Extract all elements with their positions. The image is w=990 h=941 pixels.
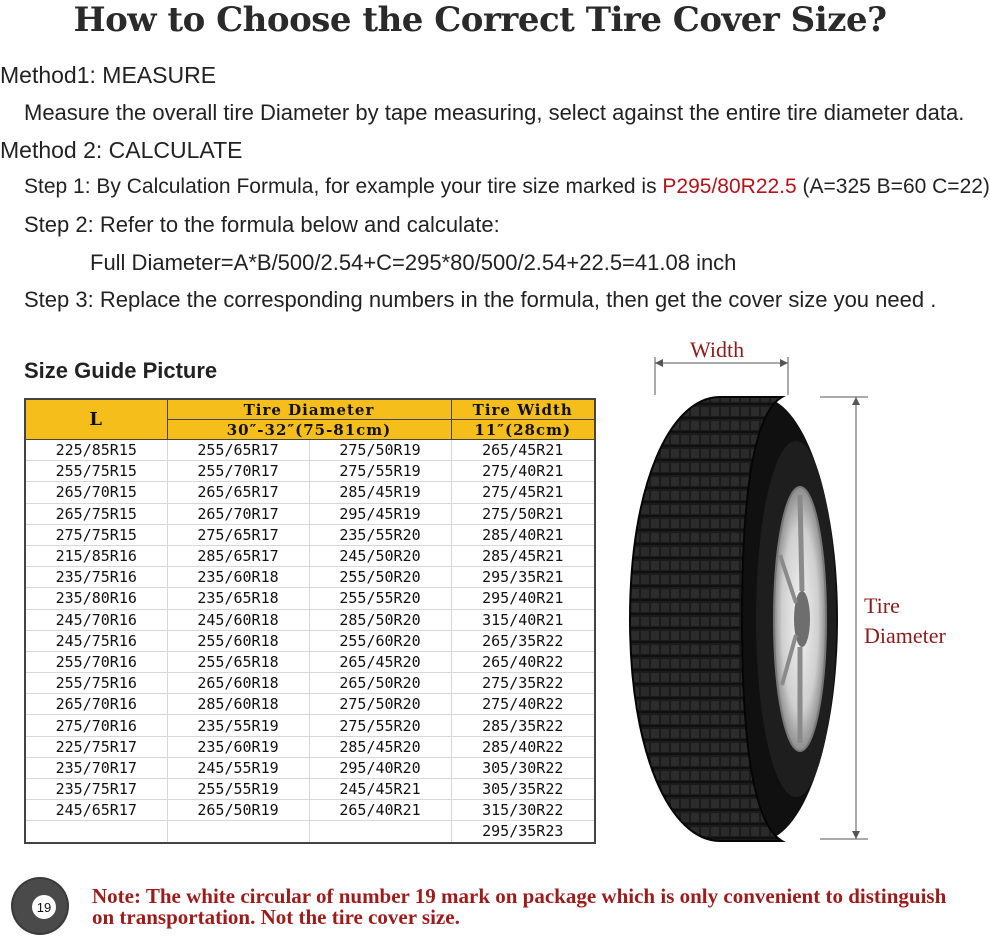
table-cell: 275/65R17 (167, 524, 309, 545)
table-cell: 225/75R17 (25, 736, 167, 757)
table-row (25, 779, 595, 800)
tire-image (610, 335, 960, 855)
table-cell: 235/80R16 (25, 588, 167, 609)
column-header-l: L (25, 399, 167, 440)
page-title: How to Choose the Correct Tire Cover Size? (73, 0, 887, 40)
table-cell: 275/70R16 (25, 715, 167, 736)
table-row (25, 715, 595, 736)
table-cell: 265/45R21 (451, 440, 595, 461)
table-cell: 235/60R18 (167, 567, 309, 588)
table-row (25, 567, 595, 588)
step1-prefix: Step 1: By Calculation Formula, for example your tire size marked is (24, 175, 663, 198)
table-cell: 255/55R20 (309, 588, 451, 609)
table-cell: 305/35R22 (451, 779, 595, 800)
table-cell: 235/70R17 (25, 757, 167, 778)
table-row (25, 673, 595, 694)
diameter-label-line2: Diameter (864, 623, 946, 648)
table-cell: 315/30R22 (451, 800, 595, 821)
table-cell: 265/35R22 (451, 630, 595, 651)
table-cell (25, 821, 167, 843)
table-row (25, 736, 595, 757)
width-range: 11″(28cm) (451, 420, 595, 440)
table-cell: 265/70R16 (25, 694, 167, 715)
table-cell: 295/45R19 (309, 503, 451, 524)
table-cell: 275/35R22 (451, 673, 595, 694)
table-cell: 285/60R18 (167, 694, 309, 715)
table-cell: 285/65R17 (167, 545, 309, 566)
table-cell: 255/70R17 (167, 461, 309, 482)
table-cell: 235/75R17 (25, 779, 167, 800)
table-cell: 255/70R16 (25, 651, 167, 672)
table-row (25, 503, 595, 524)
step1-suffix: (A=325 B=60 C=22) (796, 175, 990, 198)
table-cell (309, 821, 451, 843)
badge-circle-icon (10, 876, 70, 936)
diameter-label-line1: Tire (864, 593, 900, 618)
table-cell: 235/65R18 (167, 588, 309, 609)
table-cell: 305/30R22 (451, 757, 595, 778)
method2-formula: Full Diameter=A*B/500/2.54+C=295*80/500/2.54+22.5=41.08 inch (90, 250, 737, 275)
table-cell: 255/65R18 (167, 651, 309, 672)
table-cell: 215/85R16 (25, 545, 167, 566)
table-row (25, 524, 595, 545)
table-row (25, 630, 595, 651)
table-cell: 265/65R17 (167, 482, 309, 503)
table-cell: 315/40R21 (451, 609, 595, 630)
table-row (25, 545, 595, 566)
table-row (25, 757, 595, 778)
table-cell: 265/70R17 (167, 503, 309, 524)
table-cell: 235/55R19 (167, 715, 309, 736)
step1-example: P295/80R22.5 (662, 175, 797, 198)
table-row (25, 609, 595, 630)
method2-step2: Step 2: Refer to the formula below and calculate: (24, 212, 500, 237)
column-header-width: Tire Width (451, 399, 595, 420)
table-cell: 245/55R19 (167, 757, 309, 778)
method1-text: Measure the overall tire Diameter by tape measuring, select against the entire tire diameter data. (24, 100, 965, 125)
table-cell: 265/45R20 (309, 651, 451, 672)
column-header-diameter: Tire Diameter (167, 399, 451, 420)
table-cell: 255/60R18 (167, 630, 309, 651)
note-text: Note: The white circular of number 19 mark on package which is only convenient to distinguish on transportation. Not the tire cover size. (92, 884, 947, 929)
badge-number: 19 (36, 900, 52, 915)
table-row (25, 588, 595, 609)
table-cell: 295/40R21 (451, 588, 595, 609)
table-cell: 255/55R19 (167, 779, 309, 800)
table-cell: 275/55R20 (309, 715, 451, 736)
table-row (25, 651, 595, 672)
table-cell: 275/50R20 (309, 694, 451, 715)
size-guide-heading: Size Guide Picture (24, 358, 218, 383)
table-cell: 225/85R15 (25, 440, 167, 461)
table-cell: 285/35R22 (451, 715, 595, 736)
table-cell: 245/45R21 (309, 779, 451, 800)
table-cell: 285/45R21 (451, 545, 595, 566)
table-cell: 265/60R18 (167, 673, 309, 694)
table-row (25, 461, 595, 482)
table-cell: 265/40R21 (309, 800, 451, 821)
method2-step3: Step 3: Replace the corresponding numbers in the formula, then get the cover size you need . (24, 287, 937, 312)
table-cell: 275/55R19 (309, 461, 451, 482)
table-cell: 265/70R15 (25, 482, 167, 503)
table-row (25, 821, 595, 843)
table-cell: 235/60R19 (167, 736, 309, 757)
method2-step1 (24, 175, 990, 199)
table-cell: 295/40R20 (309, 757, 451, 778)
table-row (25, 440, 595, 461)
number-19-badge (10, 876, 70, 936)
table-row (25, 800, 595, 821)
table-cell: 265/50R19 (167, 800, 309, 821)
table-cell: 255/75R15 (25, 461, 167, 482)
table-cell: 255/50R20 (309, 567, 451, 588)
table-cell: 255/75R16 (25, 673, 167, 694)
table-cell: 255/60R20 (309, 630, 451, 651)
method1-heading: Method1: MEASURE (0, 62, 217, 88)
table-cell: 285/40R21 (451, 524, 595, 545)
table-cell: 265/75R15 (25, 503, 167, 524)
table-cell: 245/70R16 (25, 609, 167, 630)
table-cell: 285/50R20 (309, 609, 451, 630)
table-cell: 285/45R20 (309, 736, 451, 757)
table-cell: 245/75R16 (25, 630, 167, 651)
table-cell: 295/35R23 (451, 821, 595, 843)
method2-heading: Method 2: CALCULATE (0, 137, 243, 163)
table-cell: 235/55R20 (309, 524, 451, 545)
size-guide-table (24, 398, 596, 844)
table-cell (167, 821, 309, 843)
table-cell: 275/40R21 (451, 461, 595, 482)
table-cell: 245/60R18 (167, 609, 309, 630)
table-cell: 285/40R22 (451, 736, 595, 757)
table-cell: 265/50R20 (309, 673, 451, 694)
diameter-range: 30″-32″(75-81cm) (167, 420, 451, 440)
table-cell: 275/75R15 (25, 524, 167, 545)
table-cell: 275/45R21 (451, 482, 595, 503)
table-cell: 285/45R19 (309, 482, 451, 503)
table-cell: 275/40R22 (451, 694, 595, 715)
table-cell: 265/40R22 (451, 651, 595, 672)
table-cell: 255/65R17 (167, 440, 309, 461)
table-cell: 295/35R21 (451, 567, 595, 588)
width-label: Width (690, 337, 745, 362)
tire-illustration (610, 335, 960, 855)
table-cell: 245/65R17 (25, 800, 167, 821)
table-cell: 275/50R21 (451, 503, 595, 524)
table-row (25, 482, 595, 503)
table-cell: 245/50R20 (309, 545, 451, 566)
table-row (25, 694, 595, 715)
table-cell: 235/75R16 (25, 567, 167, 588)
table-cell: 275/50R19 (309, 440, 451, 461)
